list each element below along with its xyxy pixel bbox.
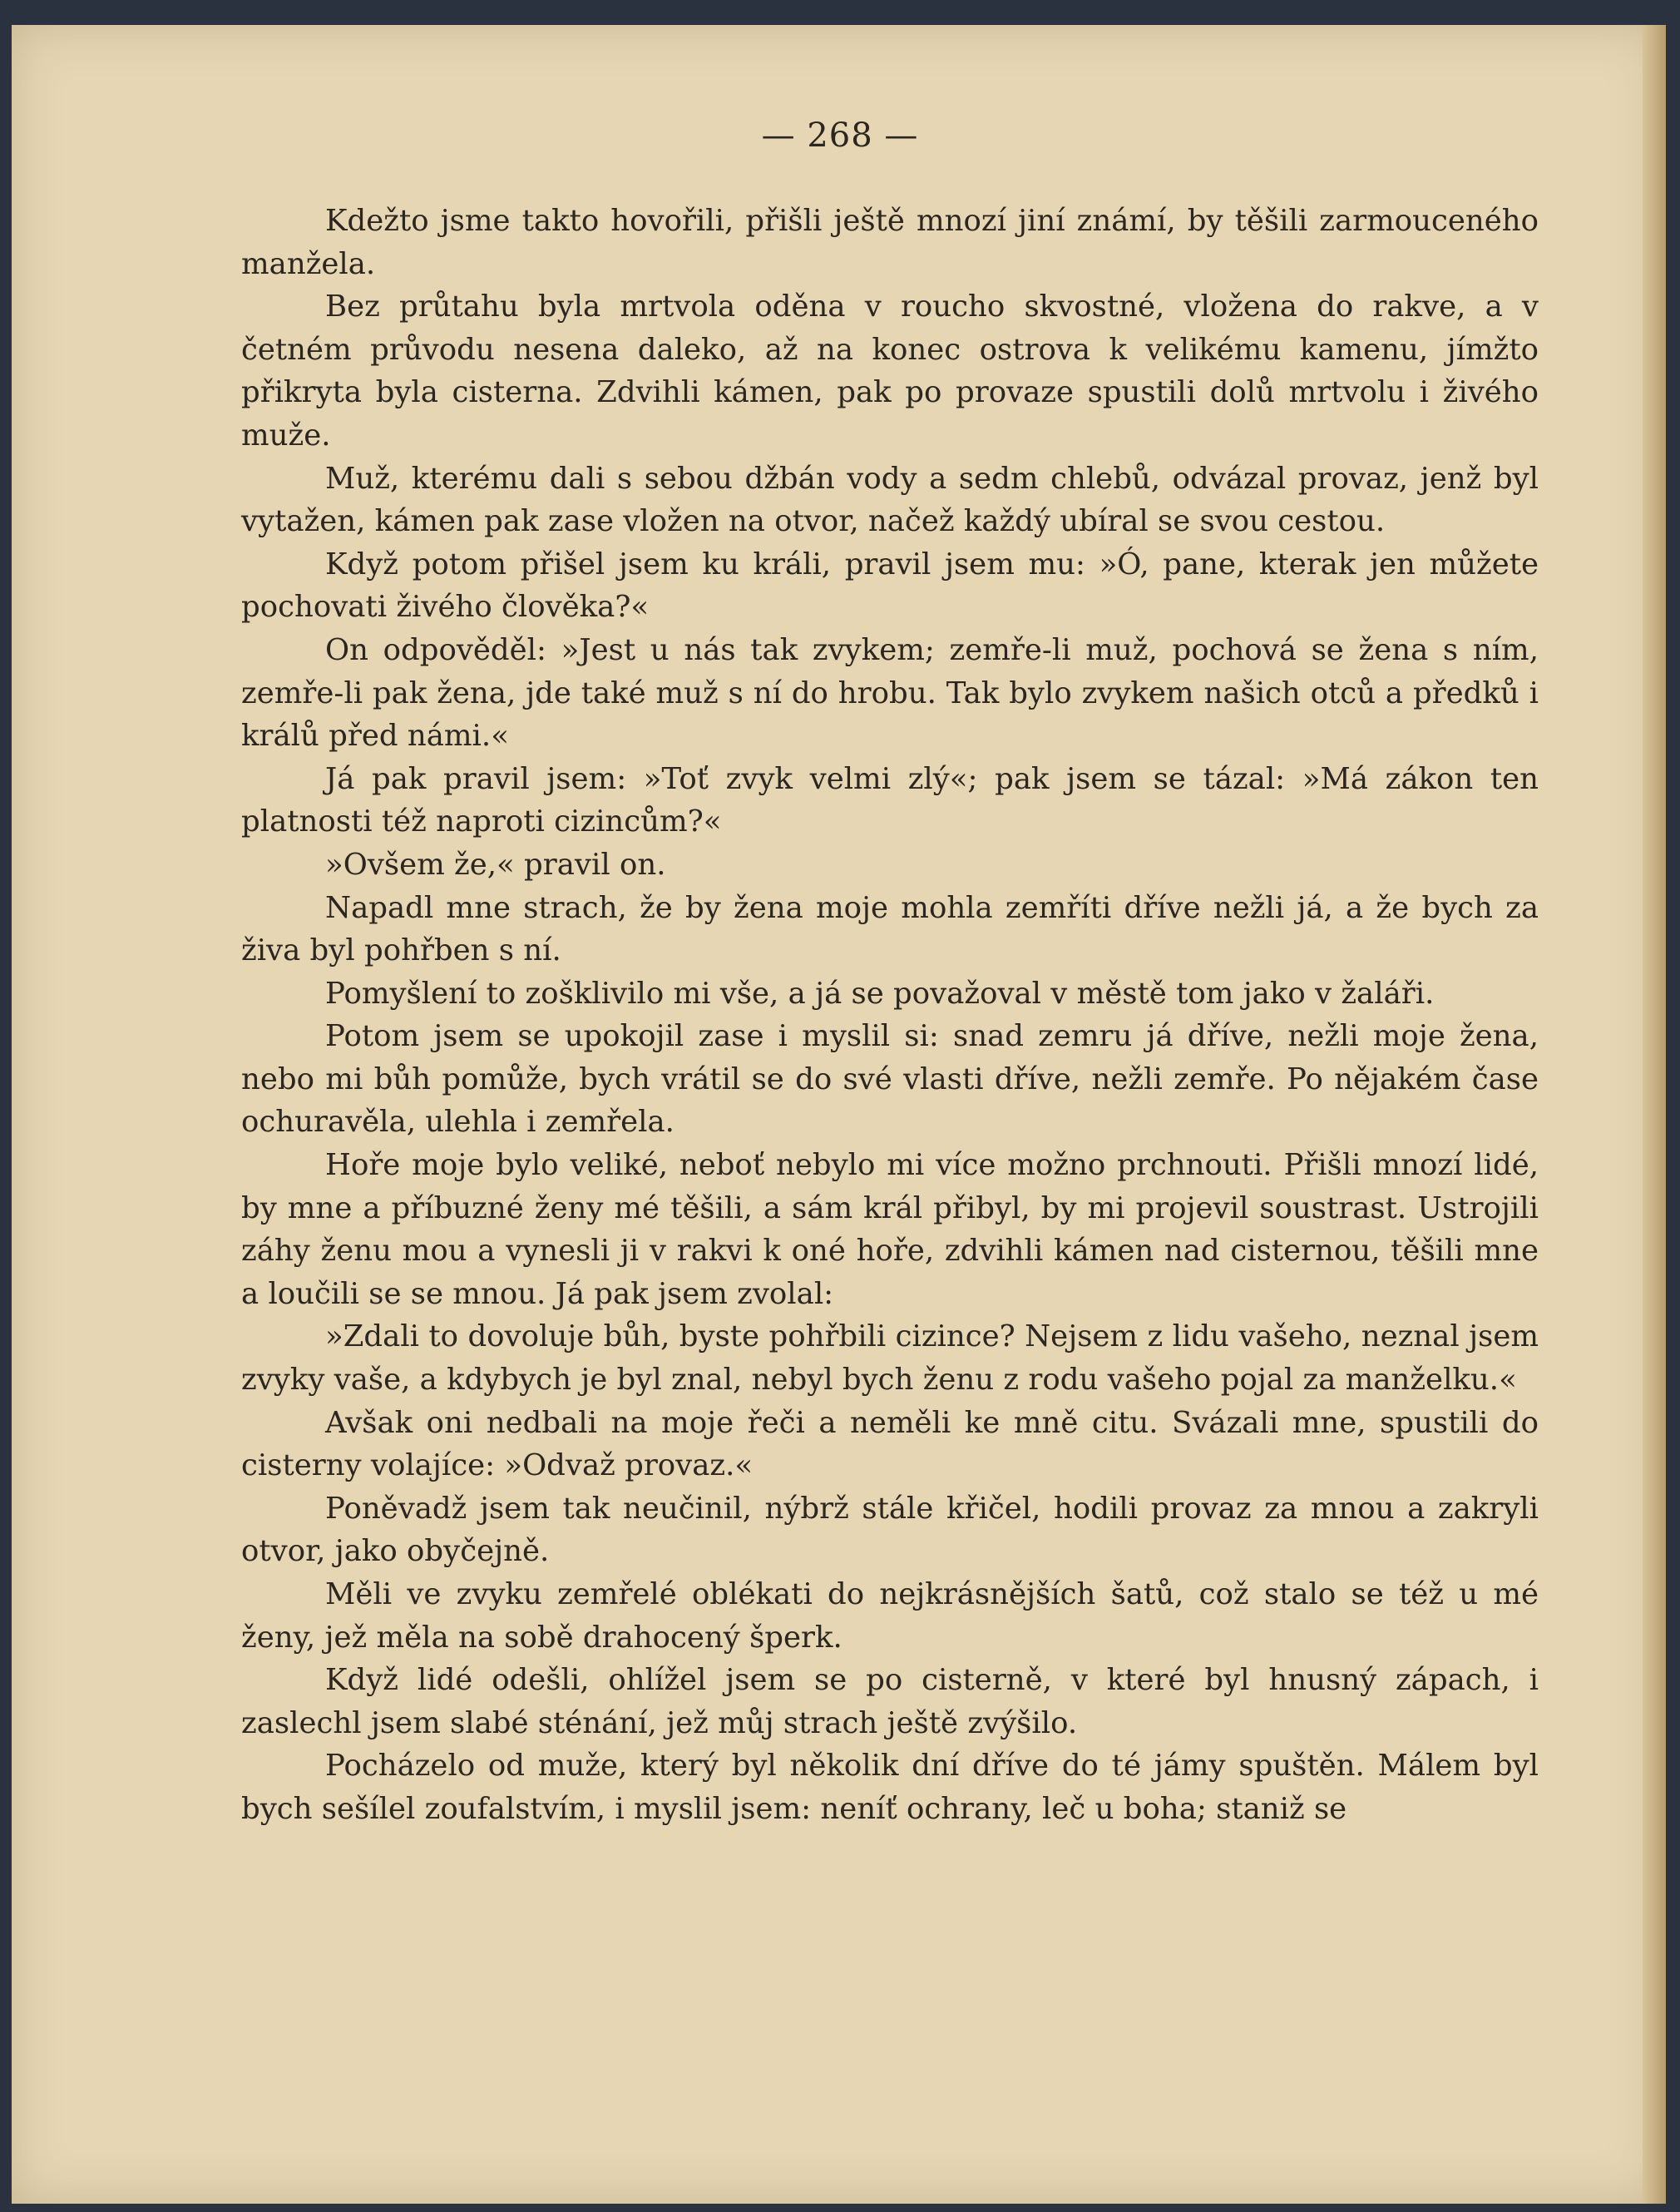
paragraph: Když potom přišel jsem ku králi, pravil jsem mu: »Ó, pane, kterak jen můžete pochovati živého člověka?« [241, 547, 1539, 625]
paragraph: Já pak pravil jsem: »Toť zvyk velmi zlý«; pak jsem se tázal: »Má zákon ten platnosti též naproti cizincům?« [241, 761, 1539, 839]
page-number: — 268 — [761, 116, 919, 155]
paragraph: »Zdali to dovoluje bůh, byste pohřbili cizince? Nejsem z lidu vašeho, neznal jsem zvyky vaše, a kdybych je byl znal, nebyl bych ženu z rodu vašeho pojal za manželku.« [241, 1319, 1539, 1398]
paragraph: Napadl mne strach, že by žena moje mohla zemříti dříve nežli já, a že bych za živa byl pohřben s ní. [241, 890, 1539, 968]
paragraph: »Ovšem že,« pravil on. [325, 847, 666, 882]
paragraph: Měli ve zvyku zemřelé oblékati do nejkrásnějších šatů, což stalo se též u mé ženy, jež měla na sobě drahocený šperk. [241, 1577, 1539, 1655]
paragraph: Pomyšlení to zošklivilo mi vše, a já se považoval v městě tom jako v žaláři. [325, 976, 1435, 1011]
body-text [241, 200, 1539, 1831]
page-edge [1643, 25, 1666, 2204]
paragraph: Kdežto jsme takto hovořili, přišli ještě mnozí jiní známí, by těšili zarmouceného manžela. [241, 204, 1539, 281]
paragraph: Pocházelo od muže, který byl několik dní dříve do té jámy spuštěn. Málem byl bych sešílel zoufalstvím, i myslil jsem: neníť ochrany, leč u boha; staniž se [241, 1749, 1539, 1826]
paragraph: Hoře moje bylo veliké, neboť nebylo mi více možno prchnouti. Přišli mnozí lidé, by mne a příbuzné ženy mé těšili, a sám král přibyl, by mi projevil soustrast. Ustrojili záhy ženu mou a vynesli ji v rakvi k oné hoře, zdvihli kámen nad cisternou, těšili mne a loučili se se mnou. Já pak jsem zvolal: [241, 1148, 1539, 1311]
paragraph: Muž, kterému dali s sebou džbán vody a sedm chlebů, odvázal provaz, jenž byl vytažen, kámen pak zase vložen na otvor, načež každý ubíral se svou cestou. [241, 461, 1539, 539]
paragraph: On odpověděl: »Jest u nás tak zvykem; zemře-li muž, pochová se žena s ním, zemře-li pak žena, jde také muž s ní do hrobu. Tak bylo zvykem našich otců a předků i králů před námi.« [241, 632, 1539, 754]
paragraph: Potom jsem se upokojil zase i myslil si: snad zemru já dříve, nežli moje žena, nebo mi bůh pomůže, bych vrátil se do své vlasti dříve, nežli zemře. Po nějakém čase ochuravěla, ulehla i zemřela. [241, 1019, 1539, 1140]
paragraph: Když lidé odešli, ohlížel jsem se po cisterně, v které byl hnusný zápach, i zaslechl jsem slabé sténání, jež můj strach ještě zvýšilo. [241, 1663, 1539, 1740]
paragraph: Poněvadž jsem tak neučinil, nýbrž stále křičel, hodili provaz za mnou a zakryli otvor, jako obyčejně. [241, 1491, 1539, 1569]
paragraph: Avšak oni nedbali na moje řeči a neměli ke mně citu. Svázali mne, spustili do cisterny volajíce: »Odvaž provaz.« [241, 1405, 1539, 1483]
paragraph: Bez průtahu byla mrtvola oděna v roucho skvostné, vložena do rakve, a v četném průvodu nesena daleko, až na konec ostrova k velikému kamenu, jímžto přikryta byla cisterna. Zdvihli kámen, pak po provaze spustili dolů mrtvolu i živého muže. [241, 289, 1539, 453]
